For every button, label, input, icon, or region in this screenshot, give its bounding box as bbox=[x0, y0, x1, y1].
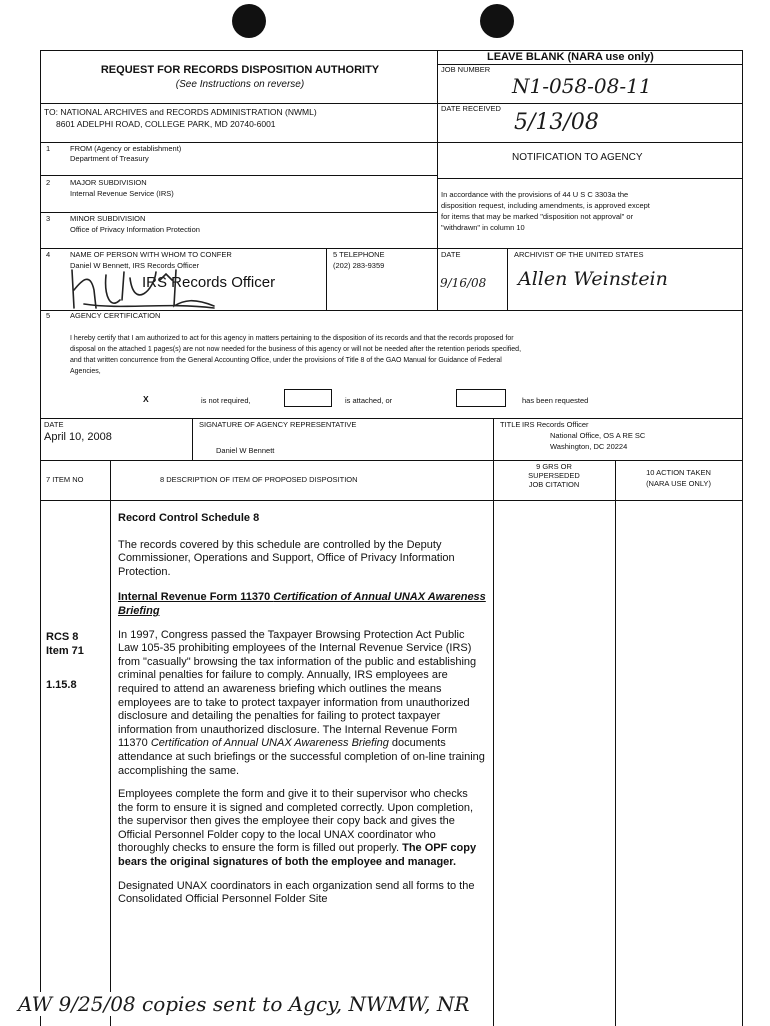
cert-line-3: and that written concurrence from the General Accounting Office, under the provisions of Title 8 of the GAO Manual for Guidance of Federal bbox=[70, 357, 502, 364]
sig-rep-value: Daniel W Bennett bbox=[216, 446, 275, 455]
cert-not-required: is not required, bbox=[201, 396, 251, 405]
telephone-value: (202) 283-9359 bbox=[333, 261, 385, 270]
leave-blank-label: LEAVE BLANK (NARA use only) bbox=[487, 51, 654, 63]
handwritten-signature-scribble bbox=[64, 250, 244, 312]
col-action-1: 10 ACTION TAKEN bbox=[646, 468, 711, 477]
job-number-label: JOB NUMBER bbox=[441, 65, 491, 74]
to-line-2: 8601 ADELPHI ROAD, COLLEGE PARK, MD 20740-6001 bbox=[56, 119, 276, 129]
major-num: 2 bbox=[46, 178, 51, 187]
col-grs-3: JOB CITATION bbox=[528, 480, 580, 489]
sig-title-line-3: Washington, DC 20224 bbox=[550, 442, 628, 451]
accordance-line-2: disposition request, including amendments, is approved except bbox=[441, 201, 650, 210]
archivist-signature: Allen Weinstein bbox=[518, 268, 668, 290]
archivist-date-label: DATE bbox=[441, 250, 461, 259]
accordance-line-1: In accordance with the provisions of 44 U S C 3303a the bbox=[441, 190, 629, 199]
from-label: FROM (Agency or establishment) bbox=[70, 144, 182, 153]
from-num: 1 bbox=[46, 144, 51, 153]
telephone-label: 5 TELEPHONE bbox=[333, 250, 385, 259]
from-value: Department of Treasury bbox=[70, 154, 149, 163]
cert-attached: is attached, or bbox=[345, 396, 393, 405]
cert-num: 5 bbox=[46, 311, 51, 320]
minor-label: MINOR SUBDIVISION bbox=[70, 214, 146, 223]
description-body bbox=[118, 512, 486, 917]
form-subtitle: (See Instructions on reverse) bbox=[175, 79, 305, 90]
procedure-paragraph: Employees complete the form and give it to their supervisor who checks the form to ensure it is signed and completed correctly. Upon completion, the supervisor then gives the employee their copy back and gives the Official Personnel Folder copy to the local UNAX coordinator who thoroughly checks to ensure the form is filled out properly. The OPF copy bears the original signatures of both the employee and manager. bbox=[118, 788, 477, 869]
sig-title-label: TITLE bbox=[500, 420, 521, 429]
cert-requested-box[interactable] bbox=[456, 389, 506, 407]
cert-label: AGENCY CERTIFICATION bbox=[70, 311, 161, 320]
sig-date-value: April 10, 2008 bbox=[44, 431, 112, 443]
form-title: REQUEST FOR RECORDS DISPOSITION AUTHORITY bbox=[100, 64, 380, 76]
schedule-heading: Record Control Schedule 8 bbox=[118, 512, 260, 524]
item-rcs: RCS 8 bbox=[46, 631, 79, 643]
sig-title-line-1: IRS Records Officer bbox=[522, 420, 589, 429]
cert-requested: has been requested bbox=[522, 396, 589, 405]
col-item-no: 7 ITEM NO bbox=[46, 475, 84, 484]
minor-num: 3 bbox=[46, 214, 51, 223]
col-grs-1: 9 GRS OR bbox=[536, 462, 572, 471]
item-section: 1.15.8 bbox=[46, 679, 77, 691]
to-line-1: TO: NATIONAL ARCHIVES and RECORDS ADMINISTRATION (NWML) bbox=[44, 107, 317, 117]
cert-line-4: Agencies, bbox=[70, 368, 101, 375]
confer-label: NAME OF PERSON WITH WHOM TO CONFER bbox=[70, 250, 232, 259]
archivist-date-value: 9/16/08 bbox=[440, 276, 487, 290]
coordinator-paragraph: Designated UNAX coordinators in each organization send all forms to the Consolidated Official Personnel Folder Site bbox=[118, 879, 475, 906]
cert-attached-box[interactable] bbox=[284, 389, 332, 407]
confer-num: 4 bbox=[46, 250, 51, 259]
notification-label: NOTIFICATION TO AGENCY bbox=[512, 152, 643, 163]
col-action-2: (NARA USE ONLY) bbox=[646, 479, 711, 488]
punch-hole-left bbox=[232, 4, 266, 38]
cert-x-mark: X bbox=[143, 394, 149, 404]
date-received-value: 5/13/08 bbox=[514, 110, 599, 135]
accordance-line-4: "withdrawn" in column 10 bbox=[441, 223, 525, 232]
handwritten-footer-note: AW 9/25/08 copies sent to Agcy, NWMW, NR bbox=[18, 992, 475, 1016]
cert-line-2: disposal on the attached 1 pages(s) are not now needed for the business of this agency or will not be needed after the retention periods specified, bbox=[70, 346, 522, 353]
major-label: MAJOR SUBDIVISION bbox=[70, 178, 147, 187]
sig-date-label: DATE bbox=[44, 420, 64, 429]
confer-value: Daniel W Bennett, IRS Records Officer bbox=[70, 261, 200, 270]
minor-value: Office of Privacy Information Protection bbox=[70, 225, 200, 234]
schedule-intro: The records covered by this schedule are controlled by the Deputy Commissioner, Operations and Support, Office of Privacy Information Protection. bbox=[118, 538, 455, 578]
col-description: 8 DESCRIPTION OF ITEM OF PROPOSED DISPOSITION bbox=[160, 475, 358, 484]
form-title-heading: Internal Revenue Form 11370 Certification of Annual UNAX Awareness Briefing bbox=[118, 591, 486, 617]
archivist-label: ARCHIVIST OF THE UNITED STATES bbox=[514, 250, 644, 259]
punch-hole-right bbox=[480, 4, 514, 38]
item-number: Item 71 bbox=[46, 645, 84, 657]
background-paragraph: In 1997, Congress passed the Taxpayer Browsing Protection Act Public Law 105-35 prohibiting employees of the Internal Revenue Service (IRS) from "casually" browsing the tax information of the public and establishing criminal penalties for failure to comply. Annually, IRS employees are required to attend an awareness briefing which outlines the means employees are to take to protect taxpayer information from unauthorized disclosure and detailing the penalties for failing to protect taxpayer information from unauthorized disclosure. The Internal Revenue Form 11370 Certification of Annual UNAX Awareness Briefing documents attendance at such briefings or the successful completion of on-line training accomplishing the same. bbox=[118, 628, 485, 777]
col-grs-2: SUPERSEDED bbox=[528, 471, 580, 480]
confer-stamp: IRS Records Officer bbox=[142, 274, 276, 291]
cert-line-1: I hereby certify that I am authorized to act for this agency in matters pertaining to the disposition of its records and that the records proposed for bbox=[70, 335, 514, 342]
date-received-label: DATE RECEIVED bbox=[441, 104, 501, 113]
sig-title-line-2: National Office, OS A RE SC bbox=[550, 431, 646, 440]
major-value: Internal Revenue Service (IRS) bbox=[70, 189, 174, 198]
sig-rep-label: SIGNATURE OF AGENCY REPRESENTATIVE bbox=[199, 420, 357, 429]
job-number-value: N1-058-08-11 bbox=[512, 74, 652, 98]
accordance-line-3: for items that may be marked "disposition not approval" or bbox=[441, 212, 634, 221]
